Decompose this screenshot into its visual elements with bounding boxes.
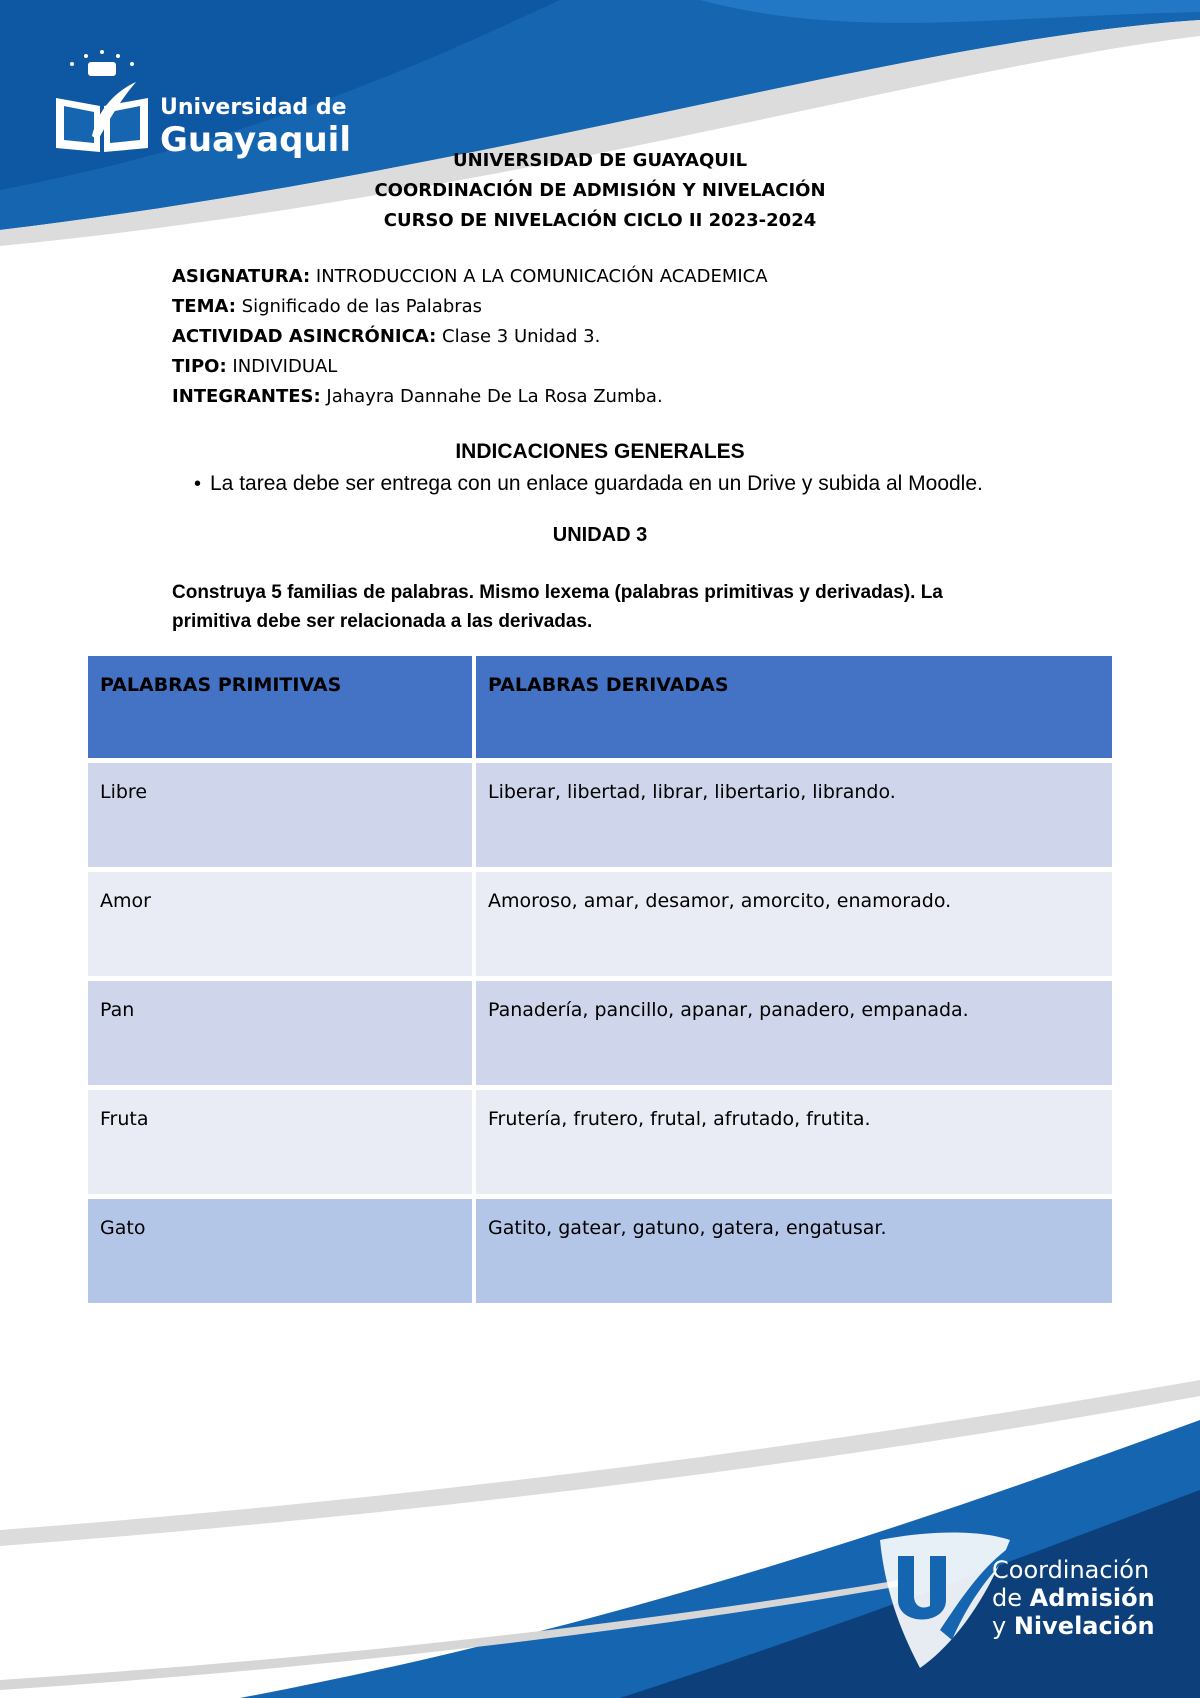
table-row (88, 1199, 1112, 1303)
footer-line3: y Nivelación (992, 1612, 1155, 1640)
meta-actividad: ACTIVIDAD ASINCRÓNICA: Clase 3 Unidad 3. (172, 326, 601, 347)
header-university: UNIVERSIDAD DE GUAYAQUIL (452, 150, 748, 171)
meta-tipo: TIPO: INDIVIDUAL (172, 356, 338, 377)
cell-primitive: Pan (88, 981, 472, 1085)
logo-line2: Guayaquil (160, 120, 351, 160)
table-header-row (88, 656, 1112, 758)
table-row (88, 1090, 1112, 1194)
header-derivadas: PALABRAS DERIVADAS (476, 656, 1112, 758)
header-coordination: COORDINACIÓN DE ADMISIÓN Y NIVELACIÓN (374, 180, 826, 201)
cell-derived: Panadería, pancillo, apanar, panadero, empanada. (476, 981, 1112, 1085)
cell-derived: Frutería, frutero, frutal, afrutado, frutita. (476, 1090, 1112, 1194)
word-families-table (88, 656, 1112, 1303)
cell-derived: Gatito, gatear, gatuno, gatera, engatusar. (476, 1199, 1112, 1303)
footer-line1: Coordinación (992, 1556, 1150, 1584)
table-row (88, 872, 1112, 976)
cell-primitive: Fruta (88, 1090, 472, 1194)
meta-asignatura: ASIGNATURA: INTRODUCCION A LA COMUNICACIÓN ACADEMICA (172, 266, 768, 287)
table-row (88, 981, 1112, 1085)
cell-derived: Amoroso, amar, desamor, amorcito, enamorado. (476, 872, 1112, 976)
unidad-title: UNIDAD 3 (552, 524, 648, 546)
instruction-text: Construya 5 familias de palabras. Mismo lexema (palabras primitivas y derivadas). La primitiva debe ser relacionada a las derivadas. (172, 582, 943, 632)
footer-line2: de Admisión (992, 1584, 1155, 1612)
logo-line1: Universidad de (160, 95, 347, 120)
meta-integrantes: INTEGRANTES: Jahayra Dannahe De La Rosa Zumba. (172, 386, 663, 407)
bullet-icon: • (194, 473, 202, 495)
indicaciones-bullet (194, 470, 1050, 498)
header-course: CURSO DE NIVELACIÓN CICLO II 2023-2024 (383, 210, 817, 231)
table-row (88, 763, 1112, 867)
indicaciones-title: INDICACIONES GENERALES (455, 440, 745, 463)
cell-primitive: Amor (88, 872, 472, 976)
bullet-text: La tarea debe ser entrega con un enlace guardada en un Drive y subida al Moodle. (210, 472, 983, 495)
cell-primitive: Libre (88, 763, 472, 867)
coordination-logo-text (992, 1556, 1155, 1640)
assignment-meta (172, 262, 768, 412)
meta-tema: TEMA: Significado de las Palabras (172, 296, 483, 317)
cell-primitive: Gato (88, 1199, 472, 1303)
cell-derived: Liberar, libertad, librar, libertario, librando. (476, 763, 1112, 867)
header-primitivas: PALABRAS PRIMITIVAS (88, 656, 472, 758)
document-header (0, 146, 1200, 236)
